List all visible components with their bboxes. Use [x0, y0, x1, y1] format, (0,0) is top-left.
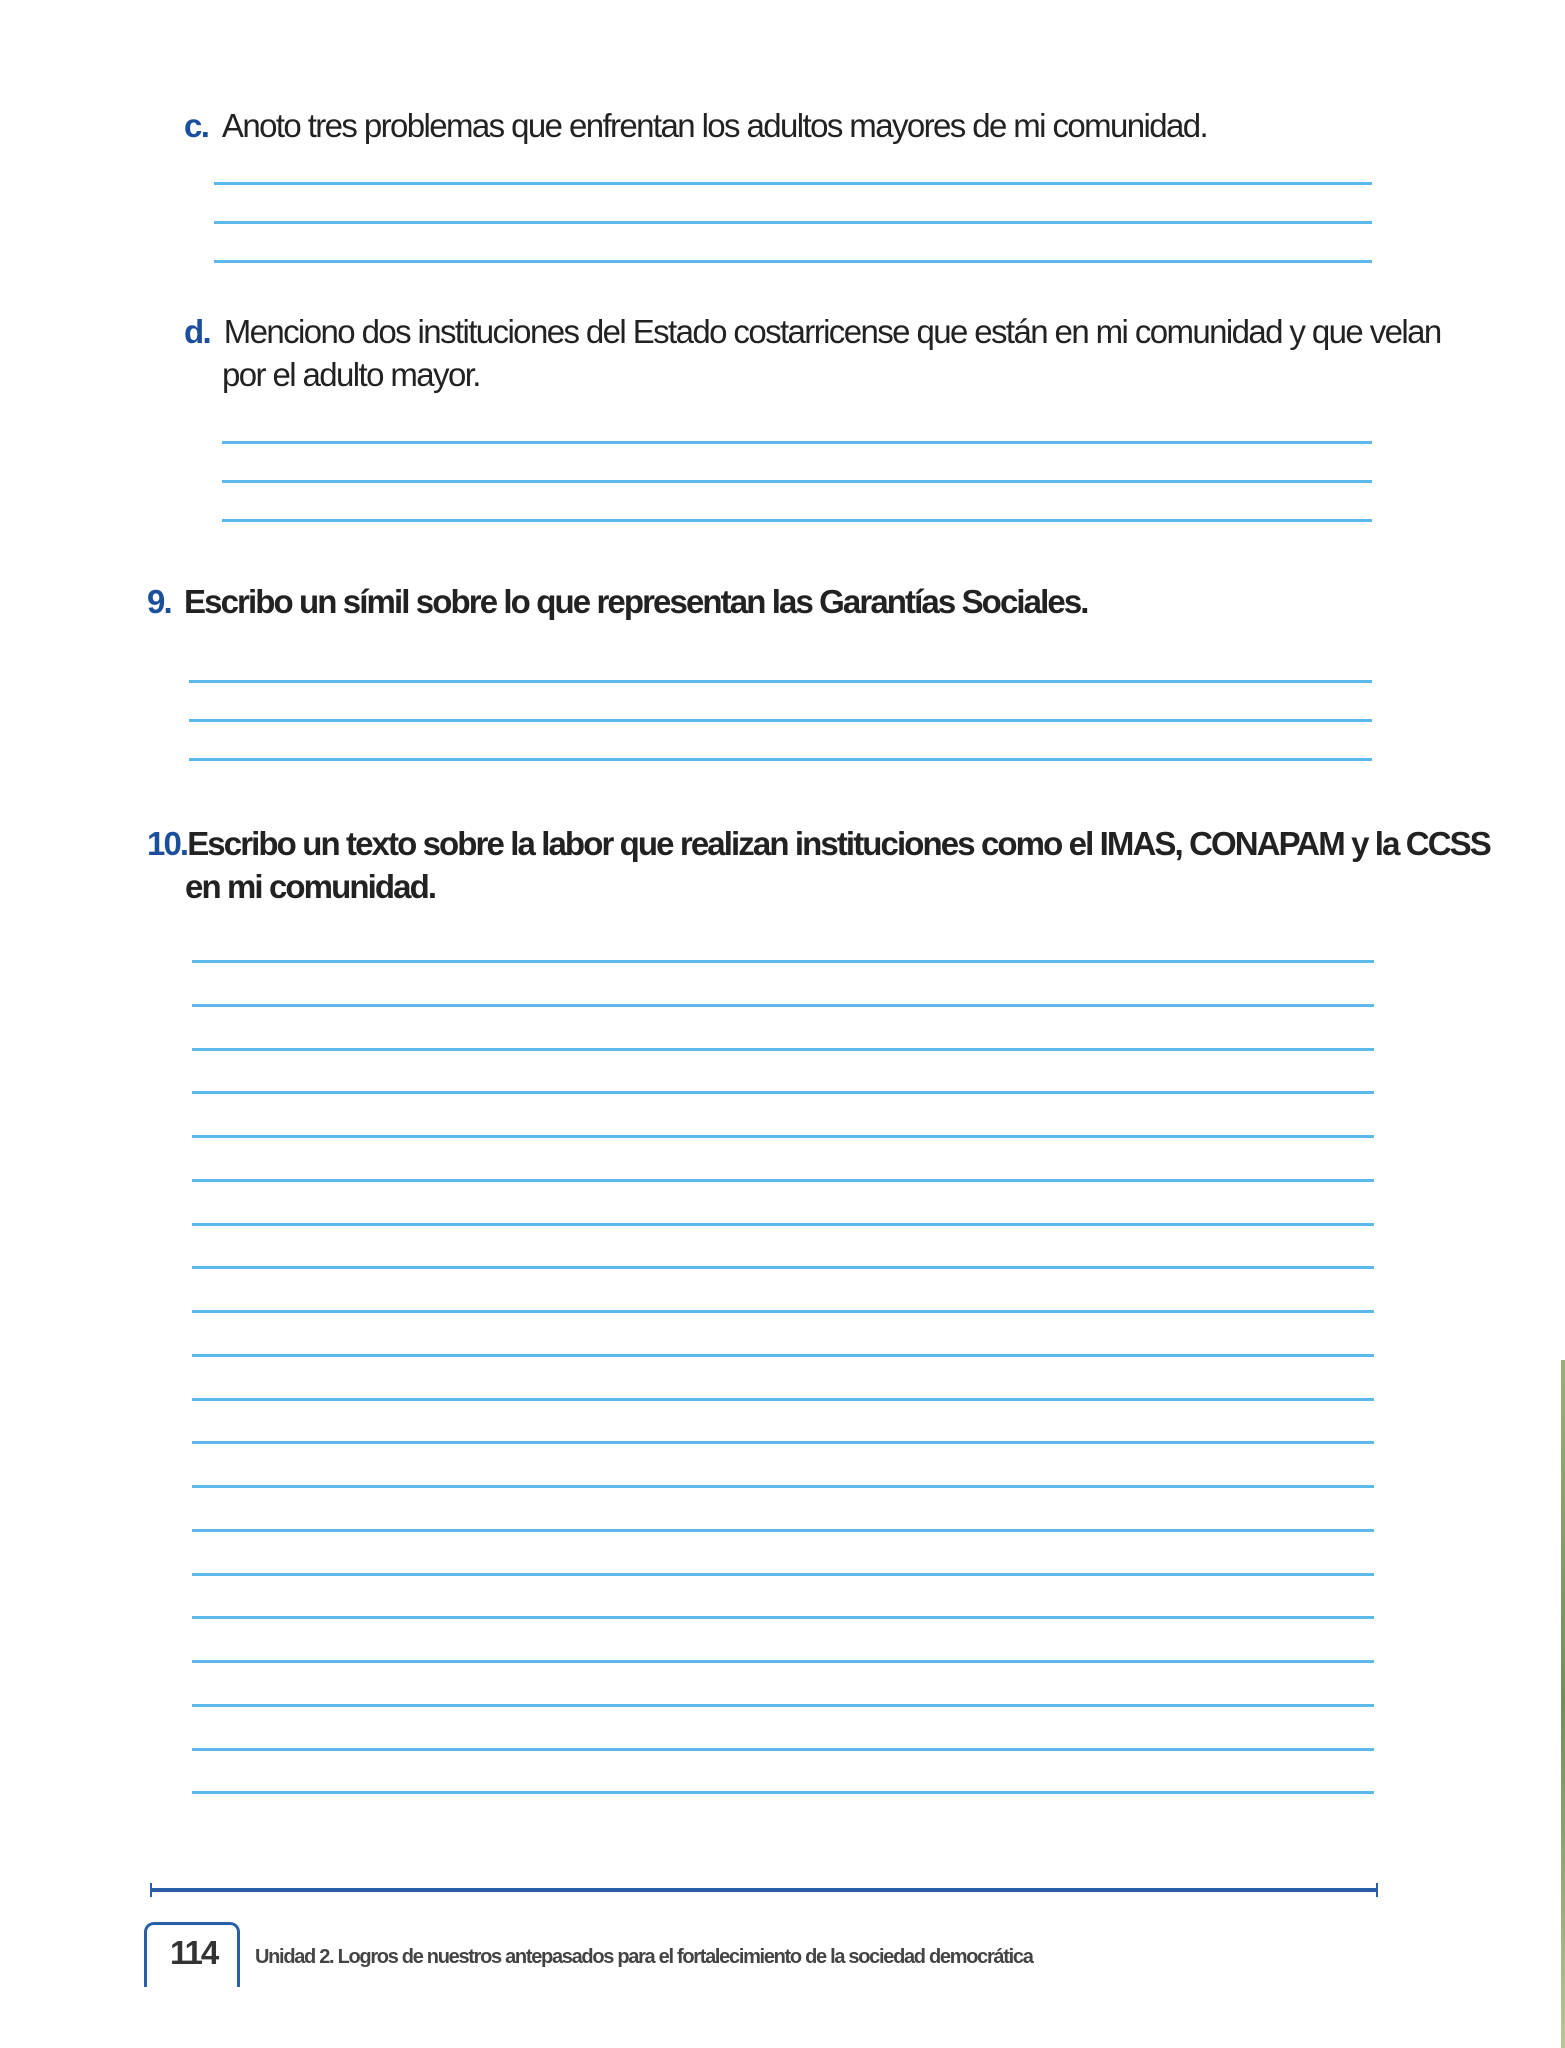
question-text: Escribo un símil sobre lo que representan las Garantías Sociales. — [184, 583, 1088, 620]
answer-line[interactable] — [189, 719, 1372, 722]
answer-line[interactable] — [192, 1354, 1374, 1357]
answer-line[interactable] — [192, 1704, 1374, 1707]
question-marker: c. — [184, 107, 209, 144]
question-text-line1: Escribo un texto sobre la labor que realizan instituciones como el IMAS, CONAPAM y la CCSS — [187, 825, 1490, 862]
answer-line[interactable] — [214, 182, 1372, 185]
answer-line[interactable] — [192, 1223, 1374, 1226]
question-10 — [147, 822, 1490, 908]
answer-line[interactable] — [192, 1660, 1374, 1663]
answer-line[interactable] — [214, 260, 1372, 263]
unit-title: Unidad 2. Logros de nuestros antepasados para el fortalecimiento de la sociedad democrática — [255, 1946, 1033, 1968]
question-c — [184, 104, 1207, 147]
answer-line[interactable] — [192, 1485, 1374, 1488]
answer-line[interactable] — [214, 221, 1372, 224]
question-text-line1: Menciono dos instituciones del Estado costarricense que están en mi comunidad y que velan — [223, 313, 1441, 350]
answer-line[interactable] — [192, 1529, 1374, 1532]
question-9 — [147, 580, 1088, 623]
question-text: Anoto tres problemas que enfrentan los adultos mayores de mi comunidad. — [221, 107, 1208, 144]
question-text-line2: por el adulto mayor. — [222, 356, 480, 393]
answer-line[interactable] — [192, 1135, 1374, 1138]
answer-line[interactable] — [192, 1048, 1374, 1051]
question-marker: 10. — [147, 825, 188, 862]
page-number: 114 — [170, 1934, 218, 1971]
answer-line[interactable] — [222, 441, 1372, 444]
answer-line[interactable] — [192, 1091, 1374, 1094]
answer-line[interactable] — [189, 680, 1372, 683]
answer-line[interactable] — [222, 519, 1372, 522]
question-marker: 9. — [147, 583, 171, 620]
answer-line[interactable] — [192, 1573, 1374, 1576]
question-d — [184, 310, 1441, 396]
answer-line[interactable] — [192, 1179, 1374, 1182]
answer-line[interactable] — [192, 1441, 1374, 1444]
page-edge — [1561, 1360, 1565, 2048]
answer-line[interactable] — [192, 1616, 1374, 1619]
answer-line[interactable] — [192, 1004, 1374, 1007]
answer-line[interactable] — [189, 758, 1372, 761]
question-text-line2: en mi comunidad. — [185, 868, 436, 905]
answer-line[interactable] — [192, 960, 1374, 963]
answer-line[interactable] — [192, 1310, 1374, 1313]
answer-line[interactable] — [192, 1791, 1374, 1794]
answer-line[interactable] — [192, 1748, 1374, 1751]
footer-rule — [150, 1888, 1378, 1892]
answer-line[interactable] — [192, 1398, 1374, 1401]
answer-line[interactable] — [222, 480, 1372, 483]
answer-line[interactable] — [192, 1266, 1374, 1269]
question-marker: d. — [184, 313, 211, 350]
